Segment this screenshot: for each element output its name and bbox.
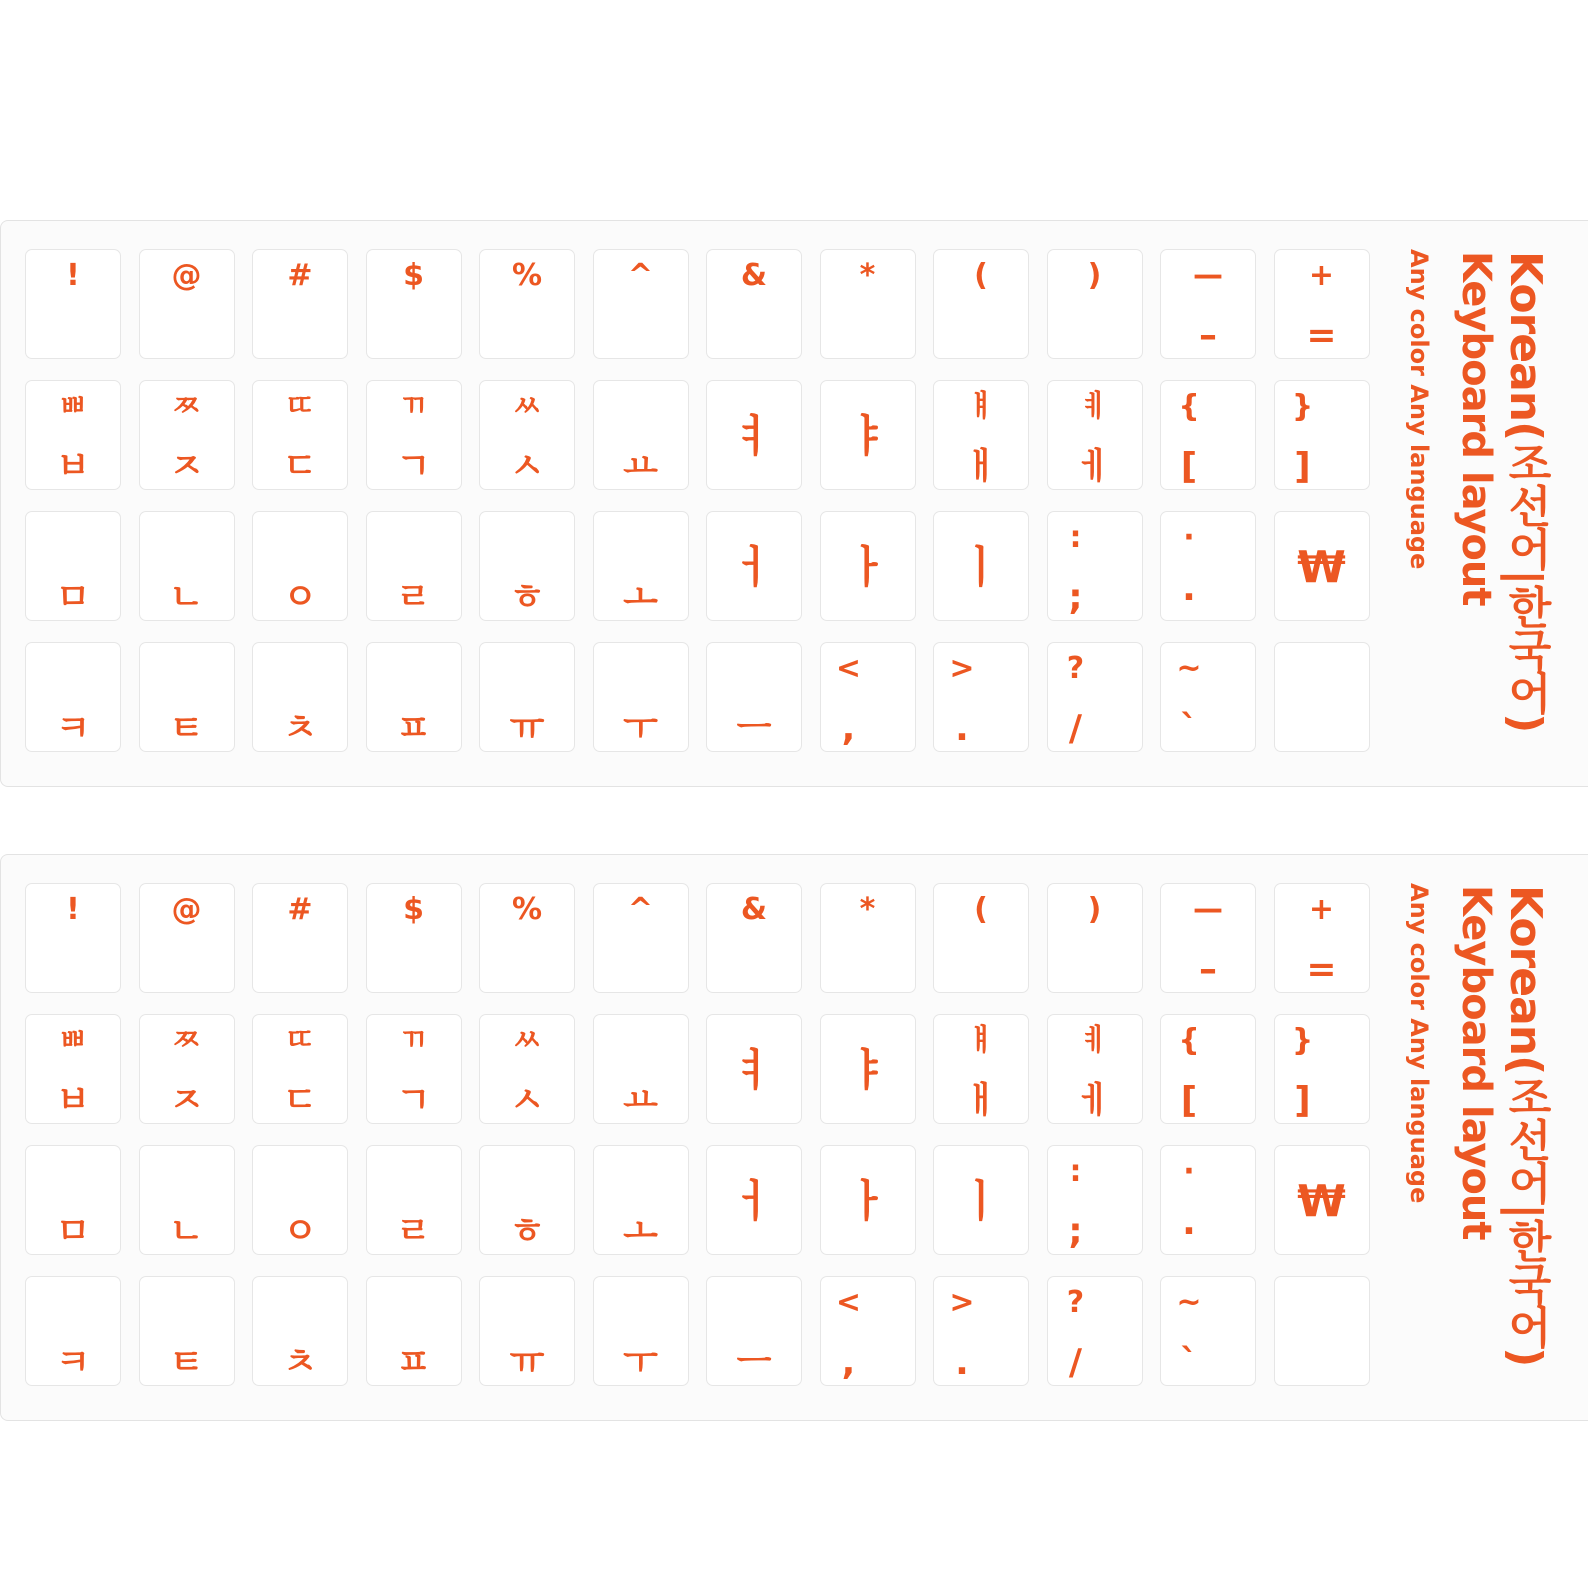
key-sticker	[1047, 642, 1143, 752]
key-glyph: /	[1068, 708, 1083, 749]
key-glyph: ·	[1183, 520, 1195, 555]
key-glyph: ㅌ	[169, 1342, 204, 1383]
key-sticker	[1047, 511, 1143, 621]
key-sticker	[25, 1276, 121, 1386]
key-glyph: }	[1291, 1023, 1314, 1058]
key-sticker	[479, 380, 575, 490]
key-glyph: ㄱ	[396, 1080, 431, 1121]
key-sticker	[1160, 1276, 1256, 1386]
key-sticker	[366, 249, 462, 359]
key-sticker	[366, 511, 462, 621]
key-sticker	[933, 642, 1029, 752]
key-sticker	[1047, 380, 1143, 490]
key-glyph: @	[171, 892, 202, 927]
key-glyph: $	[403, 892, 424, 927]
key-glyph: <	[835, 1285, 862, 1320]
key-sticker	[1274, 380, 1370, 490]
key-glyph: ㅈ	[169, 1080, 204, 1121]
key-glyph: ㅍ	[396, 1342, 431, 1383]
key-glyph: ㅣ	[959, 1176, 1003, 1227]
key-glyph: ㅊ	[282, 708, 318, 749]
key-glyph: ㅋ	[55, 708, 91, 749]
key-sticker	[1160, 883, 1256, 993]
key-sticker	[706, 1145, 802, 1255]
key-glyph: <	[835, 651, 862, 686]
key-sticker	[820, 1145, 916, 1255]
key-glyph: ㅑ	[846, 1045, 889, 1096]
key-sticker	[593, 380, 689, 490]
key-glyph: ㄹ	[396, 1211, 431, 1252]
key-glyph: ㅑ	[846, 411, 889, 462]
layout-label	[1401, 875, 1561, 1395]
key-glyph: %	[511, 892, 543, 927]
key-glyph: ㅅ	[509, 446, 545, 487]
key-glyph: ㅐ	[963, 446, 999, 487]
key-glyph: ㅆ	[512, 1023, 542, 1058]
key-sticker	[1274, 1014, 1370, 1124]
key-glyph: ㅔ	[1077, 1080, 1112, 1121]
key-glyph: ㅉ	[172, 1023, 201, 1058]
layout-subtitle: Keyboard layout	[1453, 885, 1499, 1240]
key-glyph: ㄷ	[282, 1080, 318, 1121]
key-glyph: ㅊ	[282, 1342, 318, 1383]
key-sticker	[706, 642, 802, 752]
key-glyph: )	[1087, 258, 1102, 293]
key-glyph: ㅆ	[512, 389, 542, 424]
key-sticker	[593, 1014, 689, 1124]
key-glyph: .	[955, 708, 969, 749]
layout-subtitle: Keyboard layout	[1453, 251, 1499, 606]
key-sticker	[139, 249, 235, 359]
key-glyph: –	[1199, 949, 1217, 990]
key-sticker	[366, 1014, 462, 1124]
key-glyph: ㅅ	[509, 1080, 545, 1121]
key-sticker	[593, 883, 689, 993]
key-sticker	[1274, 511, 1370, 621]
key-glyph: ㅖ	[1080, 1023, 1109, 1058]
key-sticker	[1047, 883, 1143, 993]
key-sticker	[593, 249, 689, 359]
key-sticker	[25, 511, 121, 621]
key-sticker	[933, 380, 1029, 490]
layout-note: Any color Any language	[1405, 883, 1433, 1204]
key-sticker	[1047, 1276, 1143, 1386]
key-glyph: ,	[841, 708, 856, 749]
key-glyph: ㅜ	[623, 1342, 658, 1383]
key-sticker	[25, 642, 121, 752]
key-sticker	[820, 249, 916, 359]
key-glyph: %	[511, 258, 543, 293]
key-sticker	[25, 1014, 121, 1124]
key-glyph: ㅎ	[509, 1211, 545, 1252]
key-sticker	[252, 1145, 348, 1255]
key-glyph: >	[949, 1285, 975, 1320]
key-glyph: ?	[1066, 651, 1085, 686]
key-sticker	[366, 642, 462, 752]
key-sticker	[1160, 249, 1256, 359]
key-sticker	[479, 1276, 575, 1386]
key-glyph: ㅠ	[509, 708, 545, 749]
key-glyph: ·	[1182, 577, 1196, 618]
key-glyph: ㅁ	[55, 1211, 91, 1252]
key-sticker	[139, 1276, 235, 1386]
key-sticker	[933, 1145, 1029, 1255]
key-sticker	[479, 883, 575, 993]
key-sticker	[25, 249, 121, 359]
key-glyph: ㄲ	[399, 389, 428, 424]
key-sticker	[706, 380, 802, 490]
key-glyph: )	[1087, 892, 1102, 927]
key-glyph: ㅛ	[623, 446, 658, 487]
key-glyph: ㅓ	[732, 1176, 776, 1227]
key-glyph: ·	[1182, 1211, 1196, 1252]
key-sticker	[1274, 249, 1370, 359]
key-sticker	[252, 380, 348, 490]
key-glyph: ㅏ	[846, 542, 889, 593]
key-glyph: –	[1199, 315, 1217, 356]
key-glyph: ㄱ	[396, 446, 431, 487]
key-glyph: ㅜ	[623, 708, 658, 749]
key-sticker	[706, 1276, 802, 1386]
key-sticker	[933, 1014, 1029, 1124]
key-sticker	[1274, 1276, 1370, 1386]
key-sticker	[25, 883, 121, 993]
key-glyph: (	[974, 258, 988, 293]
key-glyph: ㅛ	[623, 1080, 658, 1121]
key-sticker	[1047, 249, 1143, 359]
key-sticker	[933, 511, 1029, 621]
key-glyph: {	[1178, 389, 1200, 424]
key-glyph: >	[949, 651, 975, 686]
key-sticker	[1274, 642, 1370, 752]
key-glyph: ₩	[1297, 1176, 1346, 1227]
key-glyph: ㅂ	[55, 1080, 91, 1121]
key-sticker	[706, 883, 802, 993]
key-sticker	[820, 642, 916, 752]
key-glyph: —	[1193, 892, 1223, 927]
key-glyph: }	[1291, 389, 1314, 424]
key-glyph: ㅗ	[623, 577, 658, 618]
key-sticker	[366, 1276, 462, 1386]
key-glyph: ㄷ	[282, 446, 318, 487]
key-sticker	[593, 1276, 689, 1386]
sticker-sheet-1	[0, 220, 1588, 787]
key-glyph: [	[1180, 446, 1198, 487]
key-sticker	[479, 1014, 575, 1124]
key-sticker	[933, 249, 1029, 359]
key-sticker	[252, 249, 348, 359]
key-glyph: ㅌ	[169, 708, 204, 749]
key-glyph: ]	[1294, 1080, 1311, 1121]
key-glyph: ㅈ	[169, 446, 204, 487]
key-sticker	[1274, 883, 1370, 993]
key-sticker	[593, 511, 689, 621]
key-sticker	[252, 883, 348, 993]
key-glyph: ㅒ	[966, 1023, 996, 1058]
key-glyph: ㅇ	[282, 577, 318, 618]
key-glyph: ㅣ	[959, 542, 1003, 593]
key-sticker	[366, 1145, 462, 1255]
key-sticker	[820, 380, 916, 490]
key-sticker	[139, 642, 235, 752]
key-sticker	[1047, 1145, 1143, 1255]
key-glyph: ㅒ	[966, 389, 996, 424]
key-sticker	[1274, 1145, 1370, 1255]
key-glyph: —	[1193, 258, 1223, 293]
layout-title: Korean(조선어|한국어)	[1500, 251, 1551, 733]
key-glyph: $	[403, 258, 424, 293]
key-sticker	[1160, 1014, 1256, 1124]
key-glyph: ㅂ	[55, 446, 91, 487]
key-sticker	[1160, 1145, 1256, 1255]
key-glyph: ㅗ	[623, 1211, 658, 1252]
key-glyph: `	[1180, 708, 1198, 749]
key-sticker	[252, 1276, 348, 1386]
key-glyph: ~	[1176, 651, 1202, 686]
key-glyph: ·	[1183, 1154, 1195, 1189]
key-glyph: *	[859, 258, 876, 293]
key-sticker	[820, 511, 916, 621]
key-sticker	[593, 1145, 689, 1255]
key-glyph: #	[287, 258, 313, 293]
key-glyph: ₩	[1297, 542, 1346, 593]
key-sticker	[820, 1014, 916, 1124]
key-glyph: `	[1180, 1342, 1198, 1383]
key-glyph: ㄴ	[169, 1211, 204, 1252]
key-glyph: [	[1180, 1080, 1198, 1121]
key-glyph: ㅕ	[732, 1045, 776, 1096]
key-glyph: ㄸ	[285, 389, 315, 424]
key-glyph: &	[740, 258, 768, 293]
layout-note: Any color Any language	[1405, 249, 1433, 570]
key-sticker	[479, 249, 575, 359]
key-glyph: /	[1068, 1342, 1083, 1383]
key-glyph: ㅓ	[732, 542, 776, 593]
key-glyph: ㅡ	[736, 1342, 772, 1383]
key-glyph: ,	[841, 1342, 856, 1383]
key-glyph: :	[1069, 1154, 1082, 1189]
key-glyph: +	[1308, 258, 1335, 293]
key-glyph: ㄲ	[399, 1023, 428, 1058]
key-sticker	[1160, 642, 1256, 752]
key-sticker	[933, 1276, 1029, 1386]
key-glyph: ㅕ	[732, 411, 776, 462]
key-glyph: ㄸ	[285, 1023, 315, 1058]
key-glyph: (	[974, 892, 988, 927]
key-sticker	[139, 511, 235, 621]
key-sticker	[366, 883, 462, 993]
layout-title: Korean(조선어|한국어)	[1500, 885, 1551, 1367]
key-glyph: !	[66, 258, 80, 293]
key-glyph: .	[955, 1342, 969, 1383]
key-glyph: ?	[1066, 1285, 1085, 1320]
key-glyph: {	[1178, 1023, 1200, 1058]
key-glyph: ㅃ	[58, 1023, 88, 1058]
key-glyph: ^	[627, 258, 654, 293]
key-glyph: ㅡ	[736, 708, 772, 749]
key-glyph: =	[1306, 949, 1337, 990]
key-sticker	[820, 883, 916, 993]
key-sticker	[593, 642, 689, 752]
key-glyph: ㅖ	[1080, 389, 1109, 424]
key-sticker	[252, 511, 348, 621]
key-sticker	[139, 380, 235, 490]
key-sticker	[933, 883, 1029, 993]
key-glyph: +	[1308, 892, 1335, 927]
key-glyph: ㅎ	[509, 577, 545, 618]
key-glyph: &	[740, 892, 768, 927]
key-glyph: ㅉ	[172, 389, 201, 424]
key-glyph: ㄴ	[169, 577, 204, 618]
key-sticker	[479, 642, 575, 752]
key-glyph: ㄹ	[396, 577, 431, 618]
key-sticker	[252, 1014, 348, 1124]
key-glyph: :	[1069, 520, 1082, 555]
key-glyph: !	[66, 892, 80, 927]
key-glyph: *	[859, 892, 876, 927]
key-glyph: ㅁ	[55, 577, 91, 618]
key-glyph: ^	[627, 892, 654, 927]
key-glyph: #	[287, 892, 313, 927]
key-sticker	[1160, 380, 1256, 490]
key-sticker	[252, 642, 348, 752]
key-glyph: ㅇ	[282, 1211, 318, 1252]
key-sticker	[25, 380, 121, 490]
key-glyph: @	[171, 258, 202, 293]
key-sticker	[1160, 511, 1256, 621]
key-glyph: ~	[1176, 1285, 1202, 1320]
key-sticker	[706, 511, 802, 621]
key-sticker	[139, 883, 235, 993]
key-glyph: ㅍ	[396, 708, 431, 749]
key-sticker	[25, 1145, 121, 1255]
key-sticker	[366, 380, 462, 490]
key-sticker	[139, 1145, 235, 1255]
key-sticker	[706, 1014, 802, 1124]
sticker-sheet-2	[0, 854, 1588, 1421]
key-glyph: ㅐ	[963, 1080, 999, 1121]
key-sticker	[1047, 1014, 1143, 1124]
key-glyph: ]	[1294, 446, 1311, 487]
key-glyph: ;	[1068, 577, 1083, 618]
key-glyph: ;	[1068, 1211, 1083, 1252]
layout-label	[1401, 241, 1561, 761]
key-glyph: ㅠ	[509, 1342, 545, 1383]
key-glyph: ㅔ	[1077, 446, 1112, 487]
key-glyph: ㅏ	[846, 1176, 889, 1227]
key-glyph: ㅃ	[58, 389, 88, 424]
key-sticker	[706, 249, 802, 359]
key-sticker	[820, 1276, 916, 1386]
key-glyph: ㅋ	[55, 1342, 91, 1383]
key-sticker	[479, 1145, 575, 1255]
key-sticker	[139, 1014, 235, 1124]
key-sticker	[479, 511, 575, 621]
key-glyph: =	[1306, 315, 1337, 356]
